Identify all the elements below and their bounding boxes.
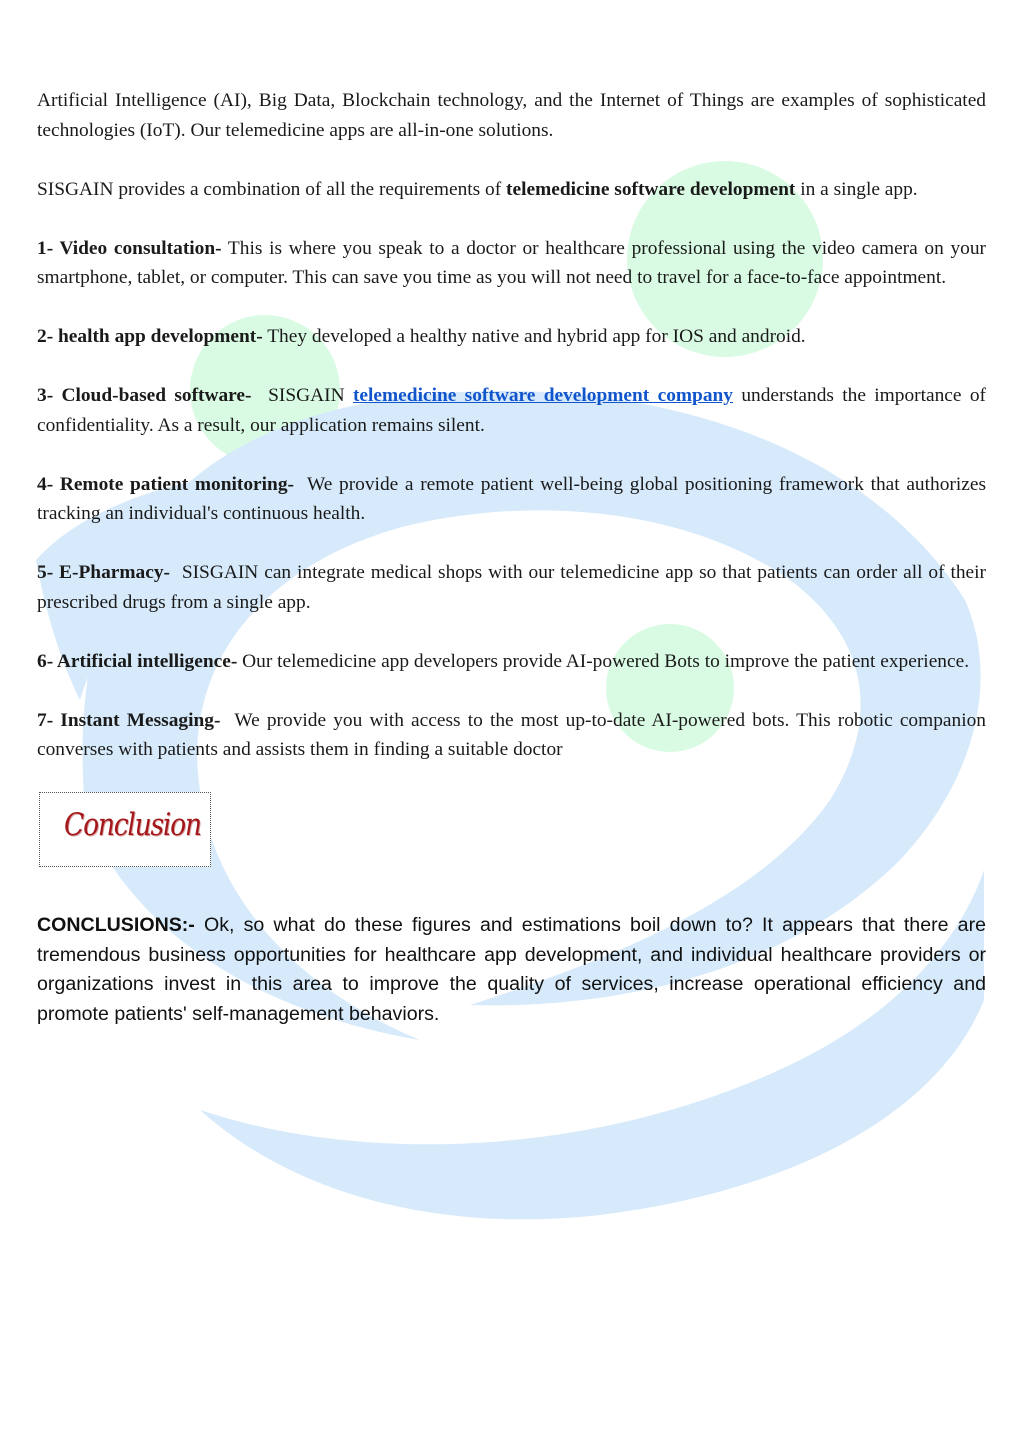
sisgain-paragraph xyxy=(37,175,986,205)
feature-text: Our telemedicine app developers provide AI-powered Bots to improve the patient experience. xyxy=(237,650,970,672)
feature-title: 7- Instant Messaging- xyxy=(37,709,221,731)
feature-title: 2- health app development- xyxy=(37,326,263,347)
feature-title: 1- Video consultation- xyxy=(37,237,222,259)
feature-text: This is where you speak to a doctor or healthcare professional using the video camera on your smartphone, tablet, or computer. This can save you time as you will not need to travel for a face-to-face appointment. xyxy=(37,237,986,288)
feature-text: We provide a remote patient well-being global positioning framework that authorizes tracking an individual's continuous health. xyxy=(37,473,991,524)
feature-title: 5- E-Pharmacy- xyxy=(37,562,170,583)
feature-text: They developed a healthy native and hybrid app for IOS and android. xyxy=(262,326,806,347)
feature-item xyxy=(37,706,991,765)
conclusions-text: Ok, so what do these figures and estimations boil down to? It appears that there are tremendous business opportunities for healthcare app development, and individual healthcare providers or organizations invest in this area to improve the quality of services, increase operational efficiency and promote patients' self-management behaviors. xyxy=(37,914,986,1025)
feature-item xyxy=(37,647,986,677)
sisgain-bold-phrase: telemedicine software development xyxy=(506,178,796,200)
feature-item xyxy=(37,234,986,293)
sisgain-text-start: SISGAIN provides a combination of all the requirements of xyxy=(37,178,507,200)
feature-item xyxy=(37,558,991,617)
feature-title: 3- Cloud-based software- xyxy=(37,385,252,406)
feature-item xyxy=(37,322,986,352)
feature-text: We provide you with access to the most up-to-date AI-powered bots. This robotic companion converses with patients and assists them in finding a suitable doctor xyxy=(37,709,991,760)
feature-text: SISGAIN xyxy=(251,385,353,406)
sisgain-text-end: in a single app. xyxy=(795,178,918,200)
feature-title: 6- Artificial intelligence- xyxy=(37,650,238,672)
feature-text: SISGAIN can integrate medical shops with our telemedicine app so that patients can order all of their prescribed drugs from a single app. xyxy=(37,562,991,613)
feature-item xyxy=(37,470,991,529)
intro-paragraph xyxy=(37,86,986,145)
intro-text: Artificial Intelligence (AI), Big Data, Blockchain technology, and the Internet of Things are examples of sophisticated technologies (IoT). Our telemedicine apps are all-in-one solutions. xyxy=(37,90,986,141)
feature-text: understands the importance of confidentiality. As a result, our application remains silent. xyxy=(37,385,986,436)
feature-title: 4- Remote patient monitoring- xyxy=(37,473,294,495)
conclusions-paragraph xyxy=(37,911,986,1029)
conclusion-image xyxy=(39,792,211,867)
telemedicine-company-link[interactable]: telemedicine software development company xyxy=(352,385,733,406)
feature-item xyxy=(37,381,986,440)
conclusion-image-lettering: Conclusion xyxy=(64,807,201,843)
conclusions-label: CONCLUSIONS:- xyxy=(37,914,195,936)
